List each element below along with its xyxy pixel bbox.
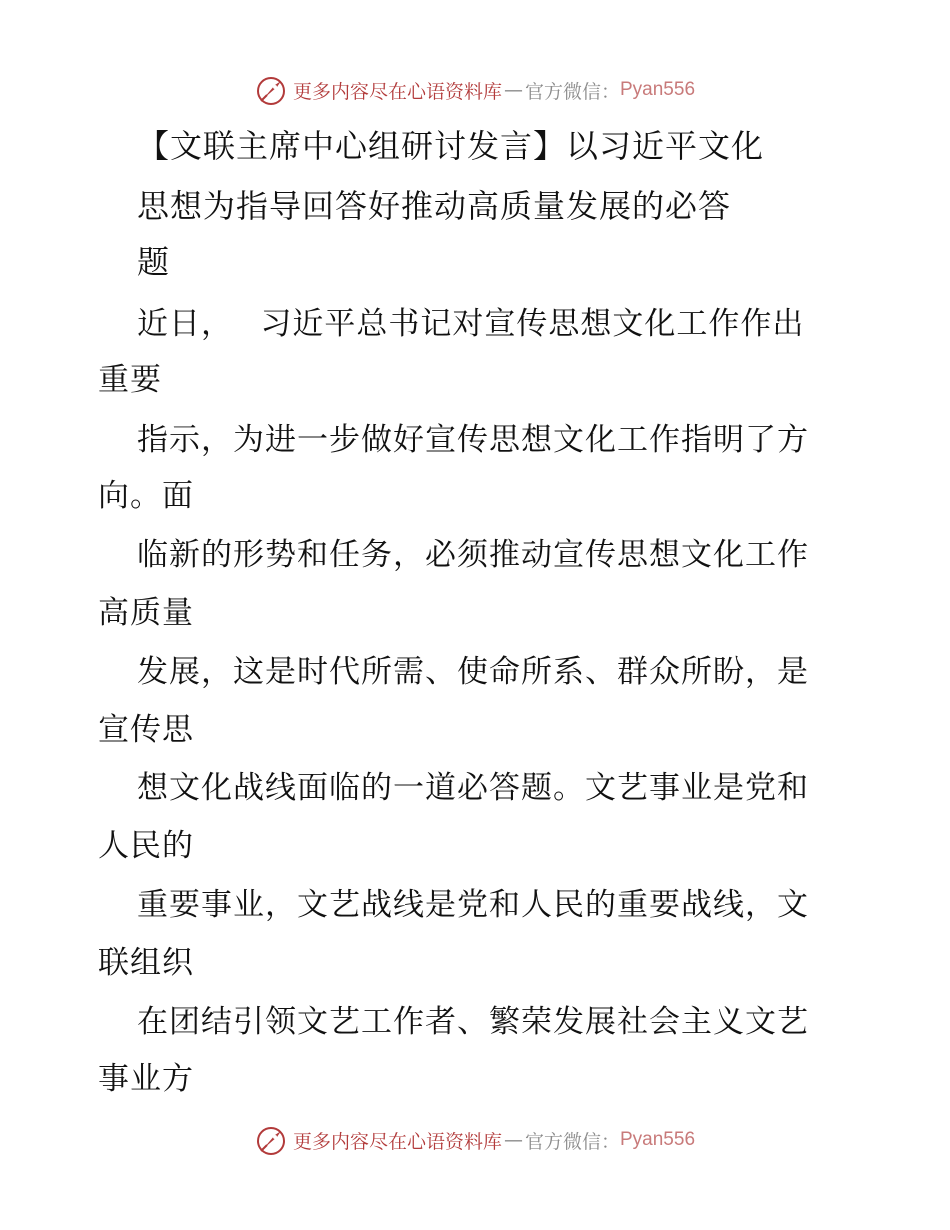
body-line-9: 想文化战线面临的一道必答题。文艺事业是党和 (137, 770, 809, 806)
body-line-10: 人民的 (98, 828, 194, 864)
body-line-13: 在团结引领文艺工作者、繁荣发展社会主义文艺 (137, 1004, 809, 1040)
wechat-label: 官方微信： (524, 1130, 620, 1153)
body-line-11: 重要事业，文艺战线是党和人民的重要战线，文 (137, 887, 809, 923)
body-line-2: 重要 (98, 362, 162, 398)
banner-text: 更多内容尽在心语资料库 (292, 1130, 502, 1153)
banner-text: 更多内容尽在心语资料库 (292, 80, 502, 103)
pen-nib-logo-icon (255, 73, 289, 107)
footer-banner (0, 1120, 950, 1160)
pen-nib-logo-icon (255, 1123, 289, 1157)
body-line-6: 高质量 (98, 595, 194, 631)
title-line-1: 【文联主席中心组研讨发言】以习近平文化 (137, 127, 765, 165)
banner-separator: — (503, 1129, 523, 1151)
title-line-2: 思想为指导回答好推动高质量发展的必答 (137, 187, 732, 225)
wechat-label: 官方微信： (524, 80, 620, 103)
body-line-4: 向。面 (98, 478, 194, 514)
body-line-14: 事业方 (98, 1061, 194, 1097)
body-line-7: 发展，这是时代所需、使命所系、群众所盼，是 (137, 654, 809, 690)
body-line-3: 指示，为进一步做好宣传思想文化工作指明了方 (137, 422, 809, 458)
wechat-id: Pyan556 (620, 79, 696, 100)
body-line-12: 联组织 (98, 945, 194, 981)
body-line-5: 临新的形势和任务，必须推动宣传思想文化工作 (137, 537, 809, 573)
title-line-3: 题 (137, 243, 171, 281)
header-banner (0, 70, 950, 110)
body-line-1: 近日， 习近平总书记对宣传思想文化工作作出 (137, 306, 805, 342)
body-line-8: 宣传思 (98, 712, 194, 748)
banner-separator: — (503, 79, 523, 101)
wechat-id: Pyan556 (620, 1129, 696, 1150)
